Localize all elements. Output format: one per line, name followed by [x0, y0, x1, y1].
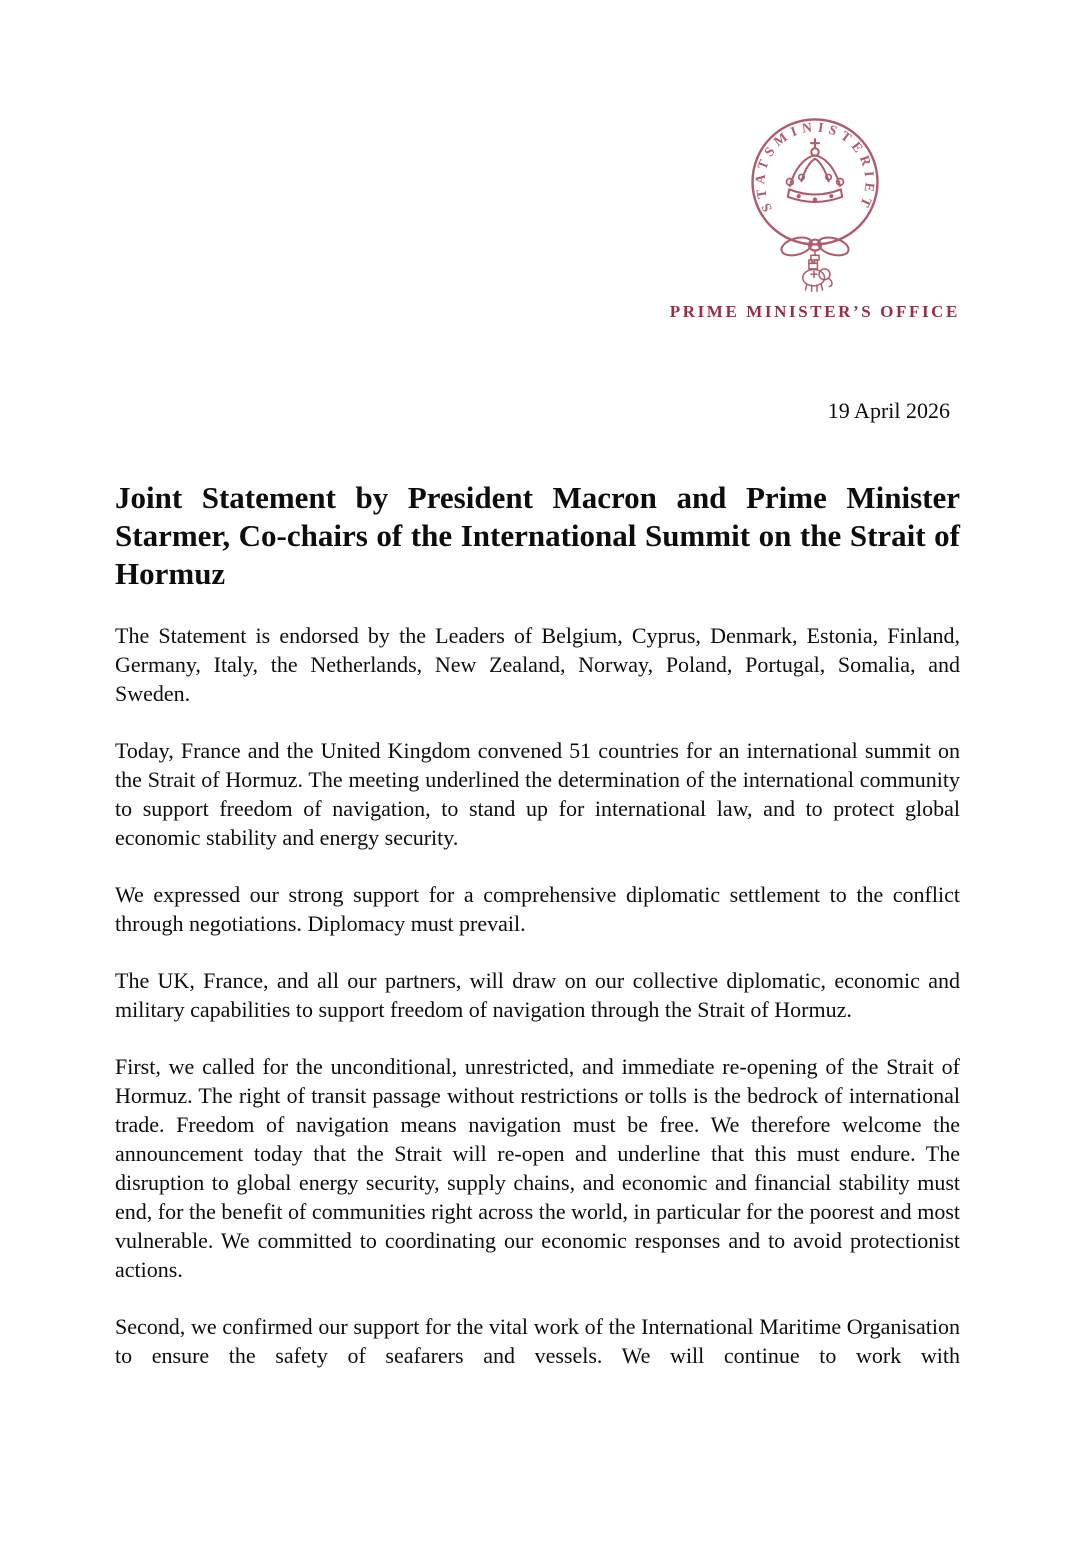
- crest-ring-text: STATSMINISTERIET: [752, 119, 878, 215]
- document-date: 19 April 2026: [827, 398, 950, 423]
- paragraph-second-point: Second, we confirmed our support for the vital work of the International Maritime Organisation to ensure the safety of seafarers and vessels. We will continue to work with: [115, 1314, 960, 1368]
- paragraph-endorsement: The Statement is endorsed by the Leaders of Belgium, Cyprus, Denmark, Estonia, Finland, Germany, Italy, the Netherlands, New Zealand, Norway, Poland, Portugal, Somalia, and Sweden.: [115, 623, 960, 706]
- elephant-pendant-icon: [803, 251, 832, 292]
- crown-icon: [786, 139, 843, 202]
- letterhead: [115, 0, 960, 322]
- paragraph-summit: Today, France and the United Kingdom convened 51 countries for an international summit on the Strait of Hormuz. The meeting underlined the determination of the international community to support freedom of navigation, to stand up for international law, and to protect global economic stability and energy security.: [115, 738, 960, 850]
- paragraph-first-point: First, we called for the unconditional, unrestricted, and immediate re-opening of the Strait of Hormuz. The right of transit passage without restrictions or tolls is the bedrock of international trade. Freedom of navigation means navigation must be free. We therefore welcome the announcement today that the Strait will re-open and underline that this must endure. The disruption to global energy security, supply chains, and economic and financial stability must end, for the benefit of communities right across the world, in particular for the poorest and most vulnerable. We committed to coordinating our economic responses and to avoid protectionist actions.: [115, 1054, 960, 1282]
- paragraph-diplomacy: We expressed our strong support for a comprehensive diplomatic settlement to the conflict through negotiations. Diplomacy must prevail.: [115, 882, 960, 936]
- statement-body: [115, 621, 960, 1370]
- paragraph-capabilities: The UK, France, and all our partners, will draw on our collective diplomatic, economic and military capabilities to support freedom of navigation through the Strait of Hormuz.: [115, 968, 960, 1022]
- statsministeriet-crest-icon: [747, 116, 883, 294]
- office-label: PRIME MINISTER’S OFFICE: [669, 302, 960, 321]
- pmo-logo: [670, 116, 960, 322]
- document-title: Joint Statement by President Macron and Prime Minister Starmer, Co-chairs of the International Summit on the Strait of Hormuz: [115, 480, 960, 591]
